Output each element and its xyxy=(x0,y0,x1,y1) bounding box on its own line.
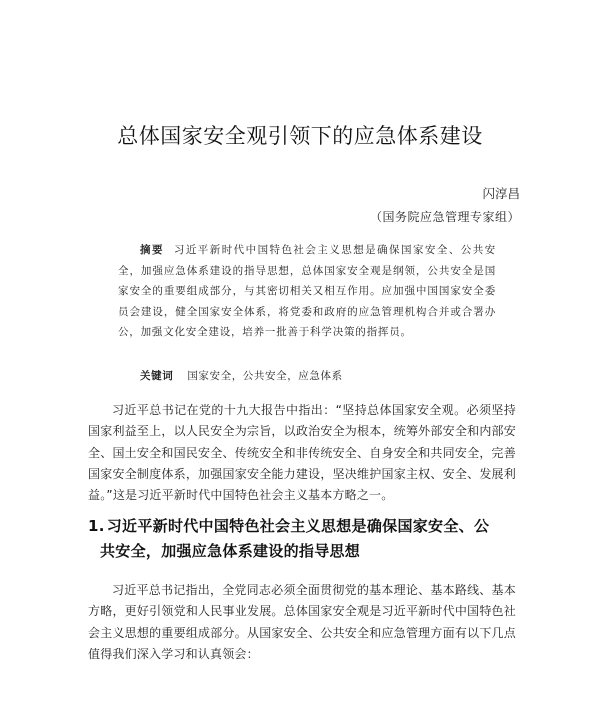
abstract xyxy=(118,240,496,343)
section-number: 1. xyxy=(88,517,105,535)
keywords-text: 国家安全，公共安全，应急体系 xyxy=(187,370,343,382)
author-name: 闪淳昌 xyxy=(482,186,520,201)
abstract-text: 习近平新时代中国特色社会主义思想是确保国家安全、公共安全，加强应急体系建设的指导思想，总体国家安全观是纲领，公共安全是国家安全的重要组成部分，与其密切相关又相互作用。应加强中国国家安全委员会建设，健全国家安全体系，将党委和政府的应急管理机构合并或合署办公，加强文化安全建设，培养一批善于科学决策的指挥员。 xyxy=(118,244,496,338)
keywords xyxy=(140,368,343,383)
section-title-line1: 习近平新时代中国特色社会主义思想是确保国家安全、公 xyxy=(106,517,490,535)
section-heading xyxy=(88,514,518,564)
abstract-label: 摘要 xyxy=(140,244,164,256)
paper-title: 总体国家安全观引领下的应急体系建设 xyxy=(117,124,483,148)
author-affiliation: （国务院应急管理专家组） xyxy=(369,210,520,224)
paragraph-section1: 习近平总书记指出，全党同志必须全面贯彻党的基本理论、基本路线、基本方略，更好引领党和人民事业发展。总体国家安全观是习近平新时代中国特色社会主义思想的重要组成部分。从国家安全、公共安全和应急管理方面有以下几点值得我们深入学习和认真领会： xyxy=(88,583,516,661)
section-title-line2: 共安全，加强应急体系建设的指导思想 xyxy=(100,542,361,560)
keywords-label: 关键词 xyxy=(140,370,174,382)
paragraph-intro: 习近平总书记在党的十九大报告中指出：“坚持总体国家安全观。必须坚持国家利益至上，以人民安全为宗旨，以政治安全为根本，统筹外部安全和内部安全、国土安全和国民安全、传统安全和非传统安全、自身安全和共同安全，完善国家安全制度体系，加强国家安全能力建设，坚决维护国家主权、安全、发展利益。”这是习近平新时代中国特色社会主义基本方略之一。 xyxy=(88,403,516,503)
